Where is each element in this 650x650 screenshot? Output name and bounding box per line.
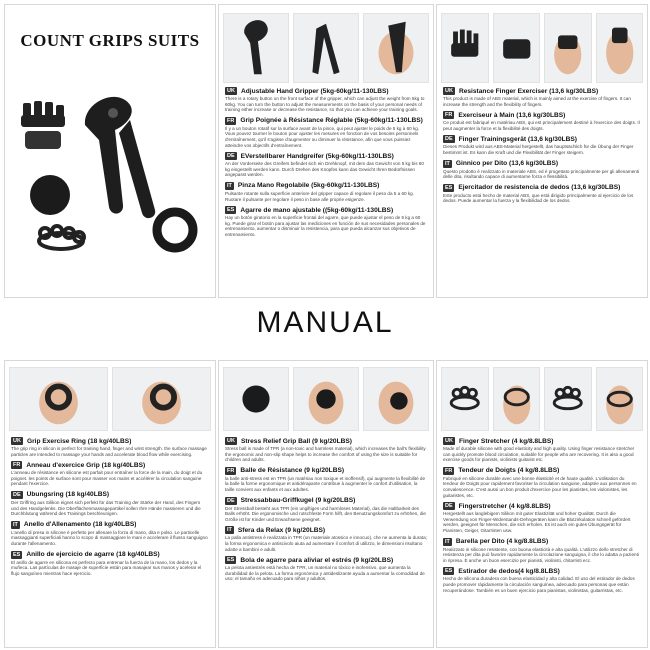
finger-exerciser-descriptions (443, 87, 641, 208)
item-title: Resistance Finger Exerciser (13,6 kg/30LBS) (458, 87, 599, 95)
item-title: Anillo de ejercicio de agarre (18 kg/40LBS) (26, 551, 160, 559)
description-item (443, 502, 641, 533)
description-item (443, 111, 641, 131)
grip-ball-photo (223, 367, 289, 431)
language-badge: DE (227, 153, 235, 160)
description-item (225, 182, 427, 202)
item-text: There is a rotary button on the front surface of the gripper, which can adjust the weight from 5kg to 60kg. You can turn the button to adjust the measurements on the basis of your personal needs of training either increase or decrease the resistance, so that you can achieve your training goals. (225, 96, 425, 113)
description-item (443, 135, 641, 155)
language-badge: DE (227, 497, 235, 504)
description-item (11, 551, 209, 577)
item-text: Der Griffring aus Silikon eignet sich perfekt für das Training der Stärke der Hand, des Fingers und des Handgelenks. Die Oberflächenmassagepartikel sollen Ihre Hände massieren und die Durchblutung während des Trainings beschleunigen. (11, 499, 201, 517)
item-title: Stressabbau-Griffkugel (9 kg/20LBS) (240, 497, 356, 505)
item-title: Agarre de mano ajustable ((5kg-60kg/11-130LBS) (240, 206, 394, 214)
gripper-panel (218, 4, 434, 298)
grip-ring-photos (9, 367, 211, 431)
item-text: La pelota antiestrés está hecha de TPR, un material no tóxico e inofensivo, que aumenta la durabilidad de la pelota. La forma ergonómica y antideslizante ayuda a aumentar la comodidad de uso; el tamaño es adecuado para niños y adultos. (225, 565, 425, 582)
item-title: Pinza Mano Regolabile (5kg-60kg/11-130LBS) (237, 182, 380, 190)
description-item (11, 437, 209, 457)
item-text: Made of durable silicone with good elasticity and high quality. Using finger resistance stretcher can quickly promote blood circulation, suitable for people who are recovering. It is also a good exercise goods for pianists, violinists guitarist etc. (443, 446, 635, 463)
description-item (11, 461, 209, 487)
description-item (225, 467, 427, 493)
grip-ball-in-hand-photo (363, 367, 429, 431)
language-badge: ES (445, 184, 453, 191)
item-text: Der Stressball besteht aus TPR (ein ungiftiges und harmloses Material), das die Haltbarkeit des Balls erhöht. Die ergonomische und rutschfeste Form hilft, den Benutzungskomfort zu erhöhen, die Größe ist für Kinder und Erwachsene geeignet. (225, 505, 426, 522)
description-item (225, 437, 427, 463)
item-title: Exerciseur à Main (13,6 kg/30LBS) (458, 111, 566, 119)
grip-ball-photos (223, 367, 429, 431)
language-badge: DE (13, 491, 21, 498)
grip-ring-in-hand-photo (112, 367, 211, 431)
finger-stretcher-photo (544, 367, 592, 431)
item-text: Hecho de silicona duradera con buena elasticidad y alta calidad. El uso del estirador de dedos puede promover rápidamente la circulación sanguínea, adecuado para personas que están recuperándose. También es un buen ejercicio para pianistas, violinistas, guitarristas, etc. (443, 576, 635, 593)
gripper-in-hand-photo (363, 13, 429, 83)
description-item (443, 538, 641, 564)
description-item (443, 437, 641, 463)
language-badge: DE (445, 503, 453, 510)
language-badge: UK (445, 88, 453, 94)
finger-stretcher-icon (39, 226, 84, 249)
grip-ball-in-hand-photo (293, 367, 359, 431)
finger-exerciser-in-hand-photo (544, 13, 592, 83)
language-badge: IT (13, 521, 18, 528)
item-title: Grip Exercise Ring (18 kg/40LBS) (26, 437, 132, 445)
item-text: Il y a un bouton rotatif sur la surface avant de la pince, qui peut ajuster le poids de 5 kg à 60 kg. Vous pouvez tourner le bouton pour ajuster les mesures en fonction de vos besoins personnels d'entraînement, qu'il s'agisse d'augmenter ou diminuer la résistance, afin que vous puissiez atteindre vos objectifs d'entraînement. (225, 125, 420, 148)
language-badge: ES (227, 207, 235, 214)
finger-exerciser-in-hand-photo (596, 13, 644, 83)
product-overview-panel (4, 4, 216, 298)
grip-ring-panel (4, 360, 216, 648)
finger-stretcher-photos (441, 367, 643, 431)
item-text: Questo prodotto è realizzato in materiale ABS, ed è progettato principalmente per gli allenamenti delle dita, risultando capace di aumentarne forza e flessibilità. (443, 168, 640, 180)
page-title: COUNT GRIPS SUITS (20, 31, 200, 50)
item-text: Pulsante rotante sulla superficie anteriore del gripper capace di regolare il peso da 5 a 60 kg. Ruotare il pulsante per regolare il peso in base alle proprie esigenze. (225, 190, 414, 202)
item-text: An der Vorderseite des Greifers befindet sich ein Drehknopf, mit dem das Gewicht von 5 kg bis 60 kg eingestellt werden kann. Durch Drehen des Knopfes kann das Gewicht Ihren Bedürfnissen angepasst werden. (225, 161, 424, 178)
finger-exerciser-photo (493, 13, 541, 83)
description-item (11, 491, 209, 517)
item-text: Ce produit est fabriqué en matériau ABS, qui est principalement destiné à l'exercice des doigts. Il peut augmenter la force et la flexibilité des doigts. (443, 120, 640, 131)
description-item (225, 526, 427, 552)
language-badge: IT (445, 538, 450, 545)
item-title: Anneau d'exercice Grip (18 kg/40LBS) (26, 461, 146, 469)
item-title: Ginnico per Dito (13,6 kg/30LBS) (455, 160, 559, 168)
item-text: Fabriqué en silicone durable avec une bonne élasticité et de haute qualité. L'utilisation du tendeur de Doigts pour rapidement favoriser la circulation sanguine, adaptée aux personnes en convalescence. C'est aussi un bon produit d'exercice pour les pianistes, les violonistes, les guitaristes, etc. (443, 475, 637, 498)
gripper-photo (293, 13, 359, 83)
language-badge: UK (227, 438, 235, 444)
language-badge: UK (13, 438, 21, 444)
language-badge: UK (227, 88, 235, 94)
language-badge: FR (445, 112, 453, 119)
item-text: la balle anti-stress est en TPR (un matériau non toxique et inoffensif), qui augmente la flexibilité de la balle la forme ergonomique et antidérapante contribue à augmenter le confort d'utilisation, la taille convient aux enfants et aux adultes. (225, 475, 426, 492)
language-badge: FR (227, 467, 235, 474)
description-item (443, 467, 641, 498)
item-title: Finger Trainingsgerät (13,6 kg/30LBS) (458, 135, 577, 143)
item-title: Übungsring (18 kg/40LBS) (26, 491, 110, 499)
description-item (225, 556, 427, 582)
language-badge: IT (445, 160, 450, 167)
item-title: Estirador de dedos(4 kg/8.8LBS) (458, 567, 560, 575)
finger-stretcher-in-hand-photo (493, 367, 541, 431)
finger-stretcher-in-hand-photo (596, 367, 644, 431)
item-title: Stress Relief Grip Ball (9 kg/20LBS) (240, 437, 352, 445)
grip-ball-descriptions (225, 437, 427, 586)
grip-ball-panel (218, 360, 434, 648)
item-title: Sfera da Relax (9 kg/20LBS) (237, 526, 326, 534)
item-text: La palla antistress è realizzata in TPR (un materiale atossico e innocuo), che ne aumenta la durata; la forma ergonomica e antiscivolo aiuta ad aumentare il comfort di utilizzo, le dimensioni risultano adatte a bambini e adulti. (225, 535, 427, 552)
finger-exerciser-panel (436, 4, 648, 298)
description-item (225, 87, 427, 113)
description-item (11, 521, 209, 547)
grip-ring-in-hand-photo (9, 367, 108, 431)
product-set-image (15, 85, 205, 255)
item-title: Anello d'Allenamento (18 kg/40LBS) (23, 521, 137, 529)
item-title: Grip Poignée à Résistance Réglable (5kg-60kg/11-130LBS) (240, 117, 423, 125)
language-badge: ES (227, 557, 235, 564)
finger-exerciser-icon (21, 101, 65, 149)
item-text: Dieses Produkt wird aus ABS-Material hergestellt, das hauptsächlich für die Übung der Finger bestimmt ist. Es kann die Kraft und die Flexibilität der Finger steigern. (443, 144, 634, 155)
item-title: Bola de agarre para aliviar el estrés (9 kg/20LBS) (240, 556, 394, 564)
item-title: Tendeur de Doigts (4 kg/8.8LBS) (458, 467, 560, 475)
item-text: Este producto está hecho de material ABS, que está dirigido principalmente al ejercicio de los dedos. Puede aumentar la fuerza y la flexibilidad de los dedos. (443, 192, 634, 204)
language-badge: DE (445, 136, 453, 143)
grip-ring-descriptions (11, 437, 209, 580)
item-title: Fingerstretcher (4 kg/8.8LBS) (458, 502, 551, 510)
description-item (443, 87, 641, 107)
item-title: Balle de Résistance (9 kg/20LBS) (240, 467, 345, 475)
description-item (443, 567, 641, 593)
item-text: Stress ball is made of TPR (a non-toxic and harmless material), which increases the ball's flexibility the ergonomic and non-slip shape helps to increase the comfort of using the size is suitable for children and adults. (225, 446, 426, 463)
item-title: EVerstellbarer Handgreifer (5kg-60kg/11-130LBS) (240, 152, 394, 160)
manual-heading: MANUAL (256, 306, 394, 339)
language-badge: IT (227, 182, 232, 189)
finger-exerciser-photos (441, 13, 643, 83)
item-title: Barella per Dito (4 kg/8.8LBS) (455, 538, 549, 546)
description-item (443, 160, 641, 180)
language-badge: FR (445, 467, 453, 474)
item-text: L'anneau de résistance en silicone est parfait pour entraîner la force de la main, du doigt et du poignet. les points de surface sont pour masser vos mains et accélérer la circulation sanguine pendant l'exercice. (11, 470, 203, 487)
item-text: The grip ring in silicon is perfect for training hand, finger and wrist strength. the surface massage particles are intended to massage your hands and accelerate blood flow while exercising. (11, 446, 207, 457)
description-item (225, 206, 427, 237)
finger-stretcher-photo (441, 367, 489, 431)
item-text: Realizzato in silicone resistente, con buona elasticità e alta qualità. L'utilizzo dello stretcher di resistenza per dita può favorire rapidamente la circolazione sanguigna, il che lo adatta a pazienti in ripresa. È anche un buon esercizio per pianisti, violinisti, chitarristi ecc. (443, 546, 639, 563)
description-item (443, 184, 641, 204)
item-text: This product is made of ABS material, which is mainly aimed at the exercise of fingers. It can increase the strength and the flexibility of fingers. (443, 96, 631, 107)
language-badge: ES (445, 568, 453, 575)
language-badge: IT (227, 527, 232, 534)
language-badge: FR (227, 117, 235, 124)
item-text: Hergestellt aus langlebigem Silikon mit guter Elastizität und hoher Qualität. Durch die Verwendung von Finger-Widerstands-Dehngeräten kann die Blutzirkulation schnell gefördert werden, geeignet für Menschen, die sich erholen. Es ist auch ein gutes Übungsgerät für Pianisten, Geiger, Gitarristen usw. (443, 511, 631, 533)
finger-exerciser-photo (441, 13, 489, 83)
description-item (225, 117, 427, 148)
item-title: Finger Stretcher (4 kg/8.8LBS) (458, 437, 554, 445)
language-badge: ES (13, 551, 21, 558)
item-title: Adjustable Hand Gripper (5kg-60kg/11-130LBS) (240, 87, 389, 95)
item-title: Ejercitador de resistencia de dedos (13,6 kg/30LBS) (458, 184, 621, 192)
gripper-photos (223, 13, 429, 83)
gripper-photo (223, 13, 289, 83)
item-text: El anillo de agarre en silicona es perfecto para entrenar la fuerza de la mano, los dedos y la muñeca. Las partículas de masaje de superficie están para masajear sus manos y acelerar el flujo sanguíneo mientras hace ejercicio. (11, 559, 202, 576)
description-item (225, 152, 427, 178)
finger-stretcher-descriptions (443, 437, 641, 597)
item-text: L'anello di presa in silicone è perfetto per allenare la forza di mano, dita e polso. Le particelle massaggianti superficiali hanno lo scopo di massaggiare le mani e accelerare il flusso sanguigno durante l'allenamento. (11, 529, 208, 546)
finger-stretcher-panel (436, 360, 648, 648)
description-item (225, 497, 427, 523)
grip-ring-icon (157, 212, 193, 248)
language-badge: UK (445, 438, 453, 444)
item-text: Hay un botón giratorio en la superficie frontal del agarre, que puede ajustar el peso de 5 kg a 60 kg. Puede girar el botón para ajustar las mediciones en función de sus necesidades personales de entrenamiento, aumentar o disminuir la resistencia, para que pueda alcanzar sus objetivos de entrenamiento. (225, 215, 426, 237)
hand-gripper-icon (85, 97, 155, 218)
gripper-descriptions (225, 87, 427, 242)
grip-ball-icon (30, 175, 70, 215)
language-badge: FR (13, 462, 21, 469)
